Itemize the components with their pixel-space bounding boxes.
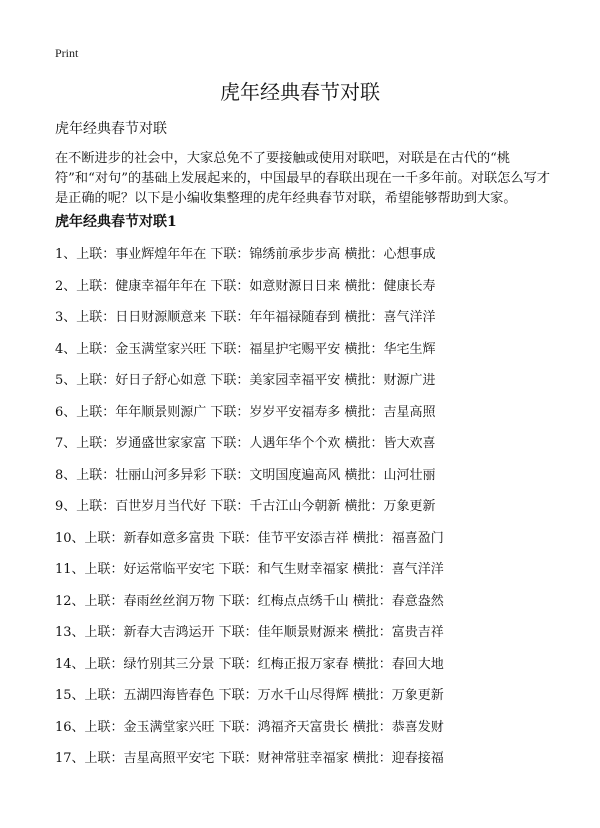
couplet-number: 5、: [55, 373, 77, 388]
couplet-text: 上联：岁通盛世家家富 下联：人遇年华个个欢 横批：皆大欢喜: [76, 436, 436, 451]
couplet-number: 12、: [55, 593, 85, 609]
couplet-item: [55, 654, 575, 686]
couplet-text: 上联：金玉满堂家兴旺 下联：福星护宅赐平安 横批：华宅生辉: [76, 341, 436, 357]
couplet-item: [55, 622, 575, 654]
couplet-number: 11、: [55, 562, 85, 577]
couplet-number: 3、: [55, 310, 77, 325]
couplet-text: 上联：好日子舒心如意 下联：美家园幸福平安 横批：财源广进: [76, 373, 436, 388]
couplet-text: 上联：吉星高照平安宅 下联：财神常驻幸福家 横批：迎春接福: [84, 751, 444, 766]
couplet-list: [55, 244, 575, 780]
couplet-item: [55, 528, 575, 560]
couplet-item: [55, 307, 575, 339]
couplet-item: [55, 717, 575, 749]
couplet-text: 上联：健康幸福年年在 下联：如意财源日日来 横批：健康长寿: [76, 278, 436, 294]
couplet-number: 1、: [55, 247, 77, 262]
page-title: 虎年经典春节对联: [220, 80, 380, 104]
couplet-number: 7、: [55, 436, 77, 451]
couplet-text: 上联：金玉满堂家兴旺 下联：鸿福齐天富贵长 横批：恭喜发财: [84, 719, 444, 735]
couplet-number: 17、: [55, 751, 85, 766]
couplet-text: 上联：新春如意多富贵 下联：佳节平安添吉祥 横批：福喜盈门: [84, 530, 444, 546]
couplet-item: [55, 748, 575, 780]
couplet-number: 8、: [55, 467, 77, 483]
couplet-number: 9、: [55, 499, 77, 514]
couplet-text: 上联：春雨丝丝润万物 下联：红梅点点绣千山 横批：春意盎然: [84, 593, 444, 609]
couplet-item: [55, 496, 575, 528]
intro-paragraph: 在不断进步的社会中，大家总免不了要接触或使用对联吧，对联是在古代的“桃符”和“对句”的基础上发展起来的，中国最早的春联出现在一千多年前。对联怎么写才是正确的呢？以下是小编收集整理的虎年经典春节对联，希望能够帮助到大家。: [55, 151, 550, 206]
couplet-text: 上联：好运常临平安宅 下联：和气生财幸福家 横批：喜气洋洋: [84, 562, 444, 577]
couplet-text: 上联：事业辉煌年年在 下联：锦绣前承步步高 横批：心想事成: [76, 247, 436, 262]
section-heading: 虎年经典春节对联1: [55, 214, 177, 230]
couplet-item: [55, 339, 575, 371]
couplet-number: 6、: [55, 404, 77, 420]
couplet-item: [55, 465, 575, 497]
couplet-text: 上联：绿竹别其三分景 下联：红梅正报万家春 横批：春回大地: [84, 656, 444, 672]
couplet-text: 上联：年年顺景则源广 下联：岁岁平安福寿多 横批：吉星高照: [76, 404, 436, 420]
couplet-item: [55, 559, 575, 591]
couplet-item: [55, 276, 575, 308]
couplet-number: 4、: [55, 341, 77, 357]
couplet-item: [55, 402, 575, 434]
couplet-item: [55, 433, 575, 465]
couplet-item: [55, 591, 575, 623]
couplet-item: [55, 244, 575, 276]
couplet-number: 2、: [55, 278, 77, 294]
couplet-number: 10、: [55, 530, 85, 546]
document-subtitle: 虎年经典春节对联: [55, 121, 167, 137]
couplet-number: 16、: [55, 719, 85, 735]
couplet-number: 14、: [55, 656, 85, 672]
couplet-text: 上联：百世岁月当代好 下联：千古江山今朝新 横批：万象更新: [76, 499, 436, 514]
couplet-text: 上联：五湖四海皆春色 下联：万水千山尽得辉 横批：万象更新: [84, 688, 444, 703]
couplet-text: 上联：壮丽山河多异彩 下联：文明国度遍高风 横批：山河壮丽: [76, 467, 436, 483]
couplet-number: 15、: [55, 688, 85, 703]
couplet-item: [55, 685, 575, 717]
couplet-text: 上联：新春大吉鸿运开 下联：佳年顺景财源来 横批：富贵吉祥: [84, 625, 444, 640]
couplet-text: 上联：日日财源顺意来 下联：年年福禄随春到 横批：喜气洋洋: [76, 310, 436, 325]
couplet-number: 13、: [55, 625, 85, 640]
print-link[interactable]: Print: [55, 46, 79, 60]
couplet-item: [55, 370, 575, 402]
